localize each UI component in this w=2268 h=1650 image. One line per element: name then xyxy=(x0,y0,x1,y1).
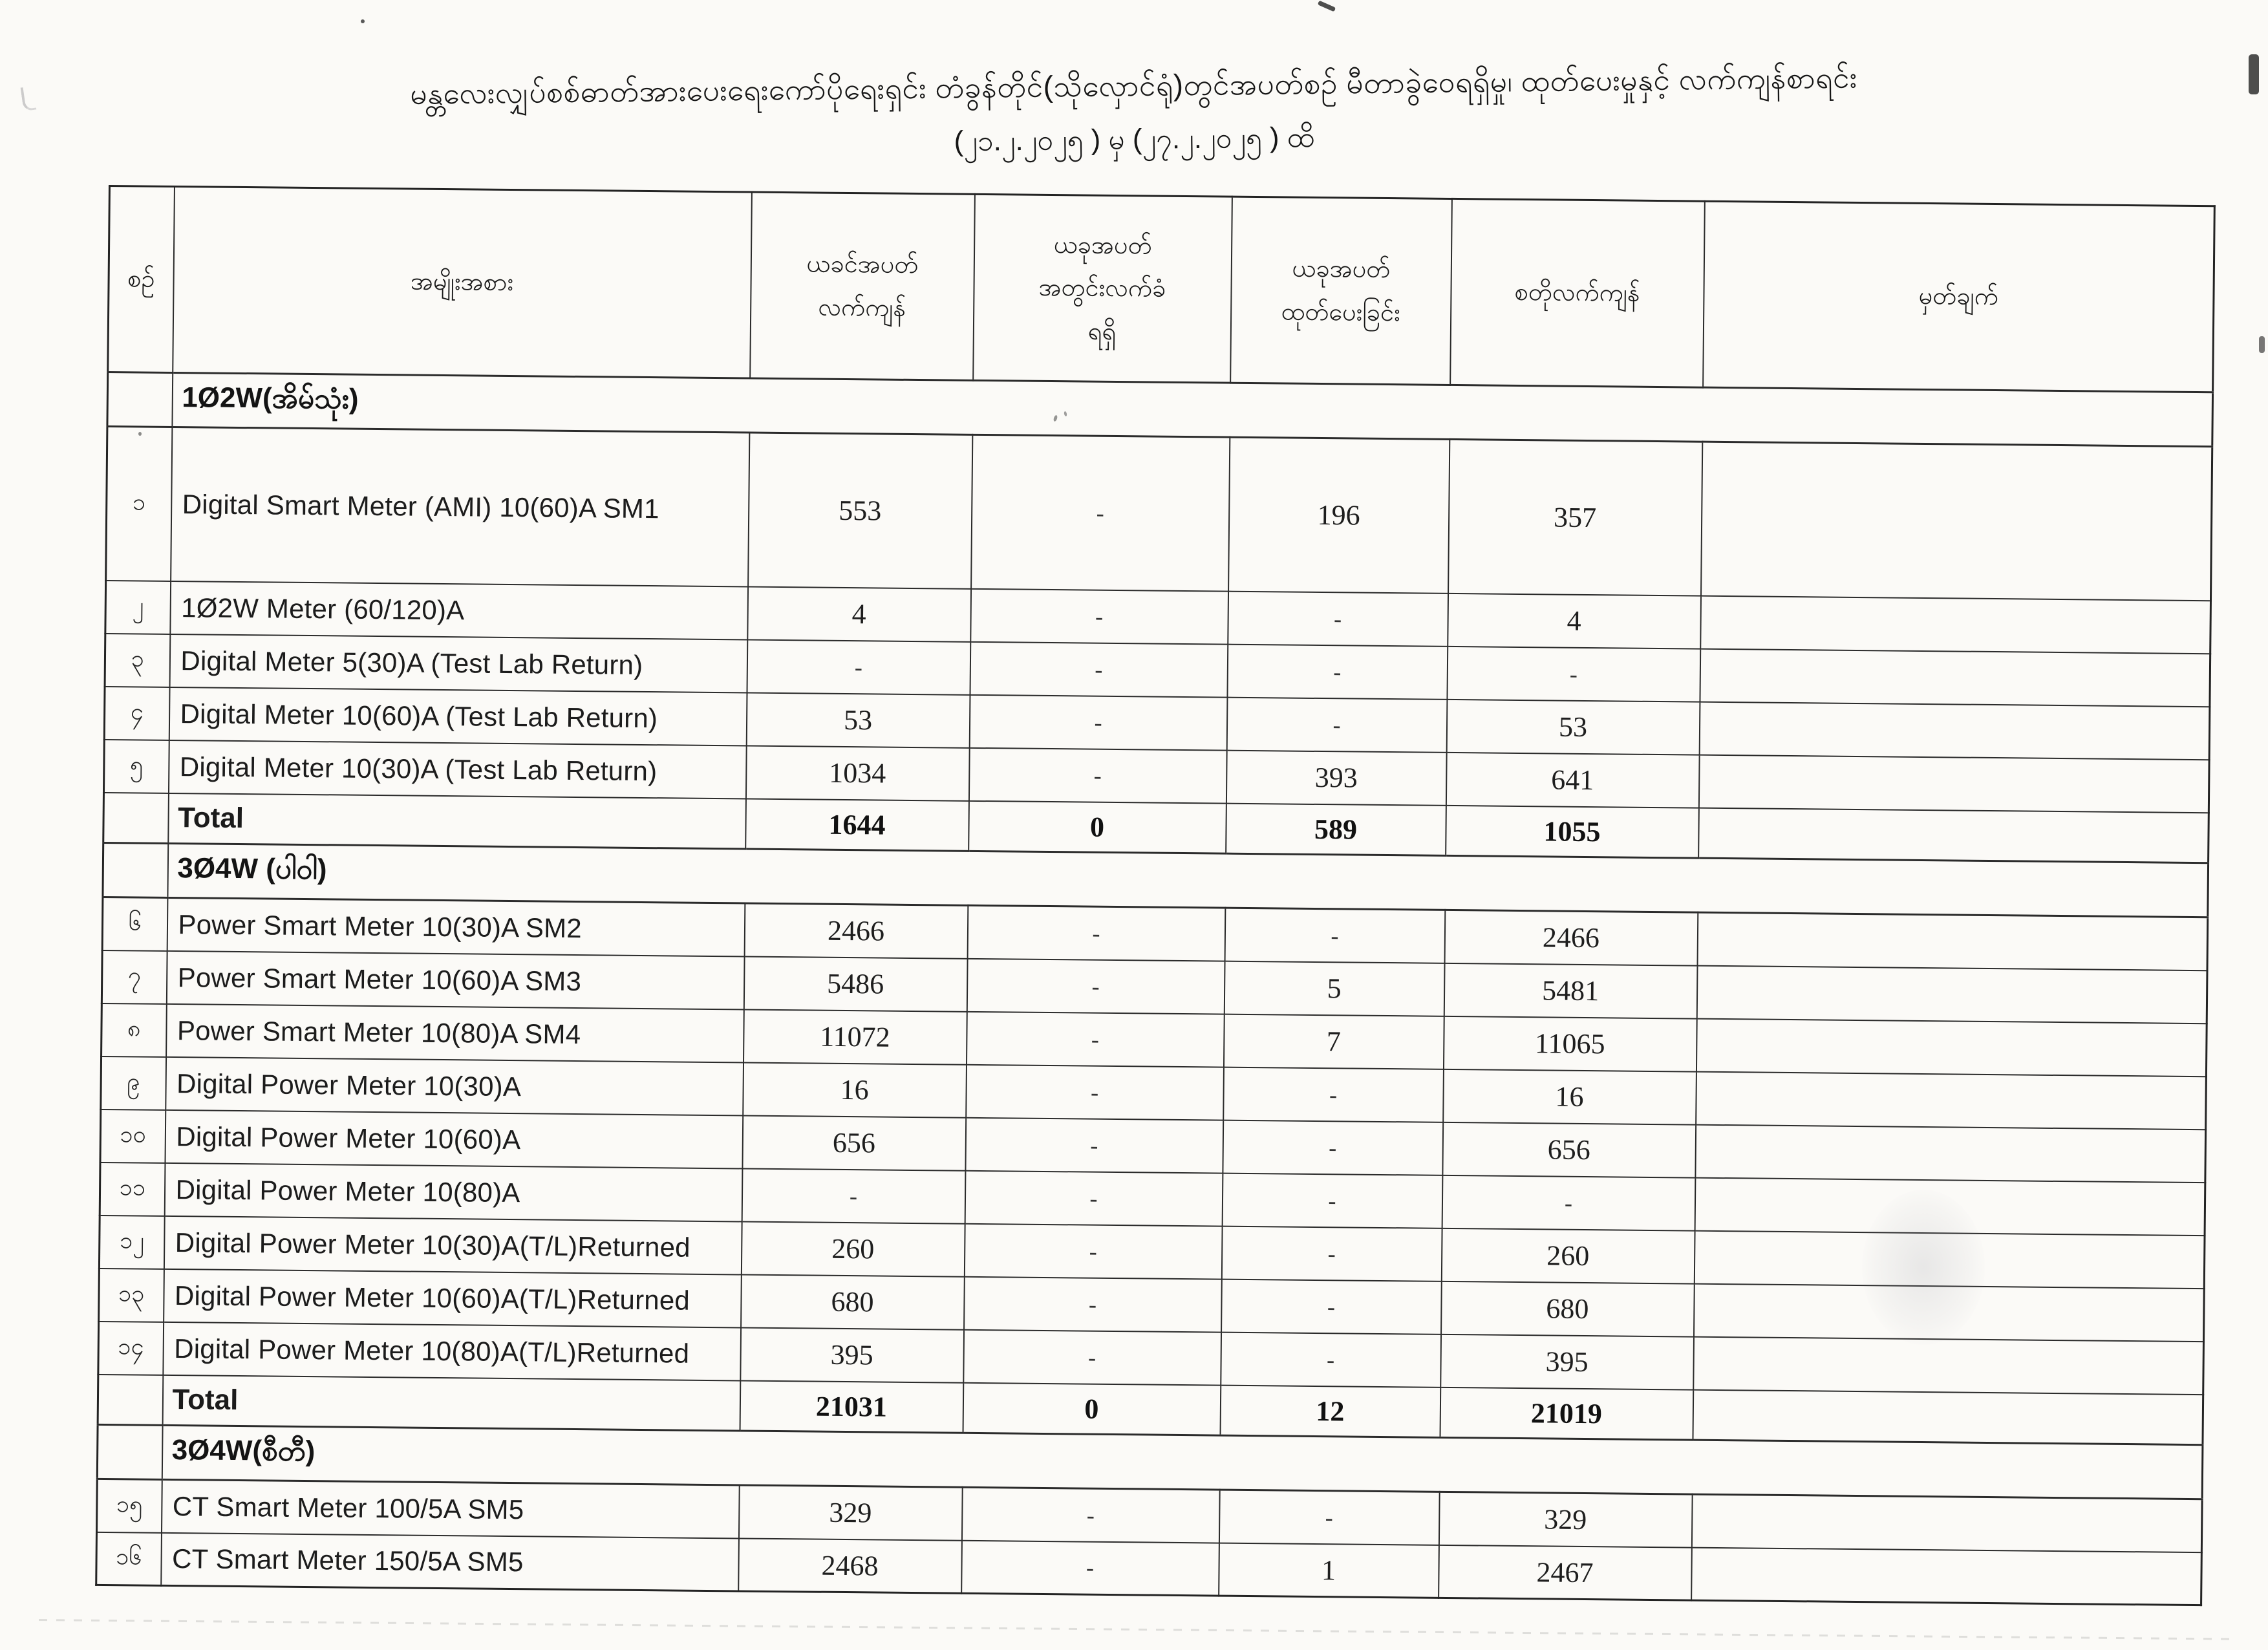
serial-cell: ၁၂ xyxy=(99,1215,164,1269)
issued-cell: - xyxy=(1223,1120,1443,1175)
item-cell: 1Ø2W Meter (60/120)A xyxy=(170,581,748,639)
document-title-block xyxy=(0,49,2268,175)
item-cell: Power Smart Meter 10(80)A SM4 xyxy=(166,1003,744,1062)
total-received-cell: 0 xyxy=(963,1382,1221,1435)
issued-cell: 196 xyxy=(1228,437,1450,593)
prev-balance-cell: 553 xyxy=(748,433,972,588)
store-balance-cell: 260 xyxy=(1441,1228,1695,1283)
remark-cell xyxy=(1701,442,2212,601)
total-received-cell: 0 xyxy=(968,800,1226,853)
item-cell: CT Smart Meter 100/5A SM5 xyxy=(161,1479,739,1538)
received-cell: - xyxy=(965,1117,1223,1173)
document-date-range: (၂၁.၂.၂၀၂၅ ) မှ (၂၇.၂.၂၀၂၅ ) ထိ xyxy=(954,121,1315,157)
serial-cell: ၁ xyxy=(106,426,172,581)
store-balance-cell: 53 xyxy=(1446,699,1700,755)
store-balance-cell: - xyxy=(1447,646,1700,702)
prev-balance-cell: 5486 xyxy=(744,956,967,1011)
scan-edge-mark xyxy=(2259,336,2265,353)
remark-cell xyxy=(1697,912,2208,970)
prev-balance-cell: 11072 xyxy=(744,1009,967,1064)
serial-cell: ၉ xyxy=(101,1056,166,1109)
prev-balance-cell: 395 xyxy=(740,1327,964,1382)
item-cell: Power Smart Meter 10(60)A SM3 xyxy=(166,950,744,1009)
serial-cell: ၈ xyxy=(102,1003,167,1056)
serial-cell xyxy=(97,1424,162,1479)
received-cell: - xyxy=(968,747,1226,803)
issued-cell: 7 xyxy=(1223,1014,1444,1069)
issued-cell: - xyxy=(1221,1332,1441,1387)
issued-cell: 393 xyxy=(1226,750,1446,805)
remark-cell xyxy=(1699,702,2210,760)
serial-cell: ၁၀ xyxy=(100,1109,166,1162)
store-balance-cell: 680 xyxy=(1441,1281,1695,1336)
issued-cell: - xyxy=(1221,1226,1442,1281)
remark-cell xyxy=(1698,755,2209,813)
total-prev-cell: 1644 xyxy=(745,798,969,851)
issued-cell: - xyxy=(1221,1279,1442,1334)
serial-cell: ၃ xyxy=(105,633,170,687)
item-cell: Digital Meter 10(30)A (Test Lab Return) xyxy=(168,740,746,798)
issued-cell: - xyxy=(1228,591,1448,646)
store-balance-cell: 329 xyxy=(1439,1492,1692,1547)
scan-edge-mark xyxy=(2249,54,2259,94)
serial-cell xyxy=(103,842,168,897)
table-body xyxy=(96,372,2213,1605)
store-balance-cell: 2466 xyxy=(1444,910,1698,965)
meter-stock-table xyxy=(95,185,2216,1606)
issued-cell: 1 xyxy=(1219,1543,1439,1598)
issued-cell: - xyxy=(1223,1067,1444,1122)
received-cell: - xyxy=(966,1064,1224,1120)
scan-smudge xyxy=(1862,1190,1985,1345)
table-row xyxy=(106,426,2212,600)
received-cell: - xyxy=(970,588,1228,644)
serial-cell xyxy=(107,372,173,427)
total-store-cell: 21019 xyxy=(1440,1387,1693,1440)
serial-cell: ၁၃ xyxy=(99,1268,164,1322)
remark-cell xyxy=(1693,1389,2203,1445)
item-cell: Digital Power Meter 10(60)A xyxy=(165,1109,743,1168)
remark-cell xyxy=(1698,808,2209,863)
store-balance-cell: 395 xyxy=(1440,1334,1694,1389)
prev-balance-cell: - xyxy=(747,639,970,694)
item-cell: Digital Meter 10(60)A (Test Lab Return) xyxy=(169,687,747,745)
item-cell: Digital Power Meter 10(30)A(T/L)Returned xyxy=(164,1216,742,1274)
issued-cell: - xyxy=(1225,908,1445,963)
total-issued-cell: 589 xyxy=(1226,803,1446,855)
remark-cell xyxy=(1695,1124,2206,1183)
remark-cell xyxy=(1693,1336,2204,1395)
serial-cell: ၁၅ xyxy=(97,1479,162,1532)
store-balance-cell: 2467 xyxy=(1439,1545,1692,1600)
remark-cell xyxy=(1696,1018,2207,1077)
prev-balance-cell: 53 xyxy=(746,692,970,747)
issued-cell: - xyxy=(1222,1173,1442,1228)
total-label-cell: Total xyxy=(162,1375,740,1431)
received-cell: - xyxy=(965,1170,1223,1226)
store-balance-cell: 5481 xyxy=(1444,963,1697,1018)
section-heading-cell: 3Ø4W (ပါဝါ) xyxy=(167,843,2209,917)
received-cell: - xyxy=(967,905,1225,961)
total-issued-cell: 12 xyxy=(1220,1385,1440,1437)
prev-balance-cell: 2468 xyxy=(738,1538,962,1593)
store-balance-cell: 11065 xyxy=(1443,1016,1696,1071)
serial-cell xyxy=(103,792,169,843)
table-header xyxy=(108,186,2215,392)
issued-cell: - xyxy=(1227,644,1448,699)
column-header-2: ယခင်အပတ် လက်ကျန် xyxy=(750,192,975,380)
serial-cell: ၁၆ xyxy=(96,1532,162,1585)
remark-cell xyxy=(1700,595,2211,654)
store-balance-cell: 16 xyxy=(1443,1069,1696,1124)
remark-cell xyxy=(1700,648,2210,707)
item-cell: Digital Power Meter 10(80)A(T/L)Returned xyxy=(163,1322,741,1380)
prev-balance-cell: 680 xyxy=(741,1274,965,1329)
serial-cell xyxy=(98,1374,163,1425)
store-balance-cell: 357 xyxy=(1448,439,1702,595)
received-cell: - xyxy=(967,958,1225,1014)
scan-bottom-artifact xyxy=(39,1619,2234,1640)
item-cell: Digital Power Meter 10(60)A(T/L)Returned xyxy=(164,1269,742,1327)
issued-cell: - xyxy=(1219,1490,1439,1545)
remark-cell xyxy=(1696,1071,2207,1130)
document-title: မန္တလေးလျှပ်စစ်ဓာတ်အားပေးရေးကော်ပိုရေးရှင်း တံခွန်တိုင်(သိုလှောင်ရုံ)တွင်အပတ်စဉ် မီတာခွဲဝေရရှိမှု၊ ထုတ်ပေးမှုနှင့် လက်ကျန်စာရင်း xyxy=(410,60,1857,111)
serial-cell: ၂ xyxy=(105,580,171,634)
column-header-3: ယခုအပတ် အတွင်းလက်ခံ ရရှိ xyxy=(973,194,1232,383)
table-sheet xyxy=(95,185,2216,1606)
received-cell: - xyxy=(961,1487,1219,1543)
prev-balance-cell: 1034 xyxy=(745,745,969,800)
scan-pen-mark xyxy=(1318,1,1336,12)
item-cell: Digital Power Meter 10(30)A xyxy=(166,1056,744,1115)
serial-cell: ၅ xyxy=(103,739,169,793)
received-cell: - xyxy=(964,1276,1222,1332)
scan-speck xyxy=(361,19,365,23)
section-heading-cell: 3Ø4W(စီတီ) xyxy=(162,1425,2203,1499)
prev-balance-cell: 329 xyxy=(738,1485,962,1540)
store-balance-cell: 656 xyxy=(1442,1122,1696,1177)
section-heading-cell: 1Ø2W(အိမ်သုံး) xyxy=(172,372,2213,446)
item-cell: Digital Power Meter 10(80)A xyxy=(164,1162,742,1221)
remark-cell xyxy=(1691,1494,2202,1552)
serial-cell: ၄ xyxy=(104,686,169,740)
prev-balance-cell: - xyxy=(742,1168,965,1223)
received-cell: - xyxy=(970,641,1228,697)
received-cell: - xyxy=(963,1329,1221,1385)
received-cell: - xyxy=(969,694,1227,750)
serial-cell: ၁၄ xyxy=(98,1321,164,1375)
remark-cell xyxy=(1696,965,2207,1023)
prev-balance-cell: 4 xyxy=(747,586,971,641)
received-cell: - xyxy=(964,1223,1222,1279)
total-prev-cell: 21031 xyxy=(740,1380,963,1433)
total-label-cell: Total xyxy=(168,793,746,849)
column-header-5: စတိုလက်ကျန် xyxy=(1450,198,1705,387)
serial-cell: ၇ xyxy=(102,950,167,1003)
item-cell: CT Smart Meter 150/5A SM5 xyxy=(161,1532,739,1591)
prev-balance-cell: 260 xyxy=(741,1221,965,1276)
prev-balance-cell: 656 xyxy=(742,1115,966,1170)
total-store-cell: 1055 xyxy=(1446,805,1699,858)
column-header-6: မှတ်ချက် xyxy=(1703,201,2215,392)
column-header-1: အမျိုးအစား xyxy=(173,186,752,378)
scan-speck xyxy=(138,432,142,436)
prev-balance-cell: 2466 xyxy=(744,903,968,958)
store-balance-cell: 4 xyxy=(1448,593,1701,648)
prev-balance-cell: 16 xyxy=(743,1062,967,1117)
received-cell: - xyxy=(961,1540,1219,1596)
item-cell: Digital Meter 5(30)A (Test Lab Return) xyxy=(169,634,747,692)
serial-cell: ၁၁ xyxy=(100,1162,165,1216)
store-balance-cell: - xyxy=(1442,1175,1695,1230)
issued-cell: - xyxy=(1226,697,1447,752)
remark-cell xyxy=(1691,1547,2202,1605)
item-cell: Digital Smart Meter (AMI) 10(60)A SM1 xyxy=(171,427,749,586)
column-header-4: ယခုအပတ် ထုတ်ပေးခြင်း xyxy=(1230,197,1452,385)
serial-cell: ၆ xyxy=(102,897,167,950)
received-cell: - xyxy=(971,434,1230,591)
column-header-0: စဉ် xyxy=(108,186,175,373)
item-cell: Power Smart Meter 10(30)A SM2 xyxy=(167,897,745,956)
received-cell: - xyxy=(967,1011,1225,1067)
store-balance-cell: 641 xyxy=(1446,752,1699,808)
issued-cell: 5 xyxy=(1224,961,1444,1016)
